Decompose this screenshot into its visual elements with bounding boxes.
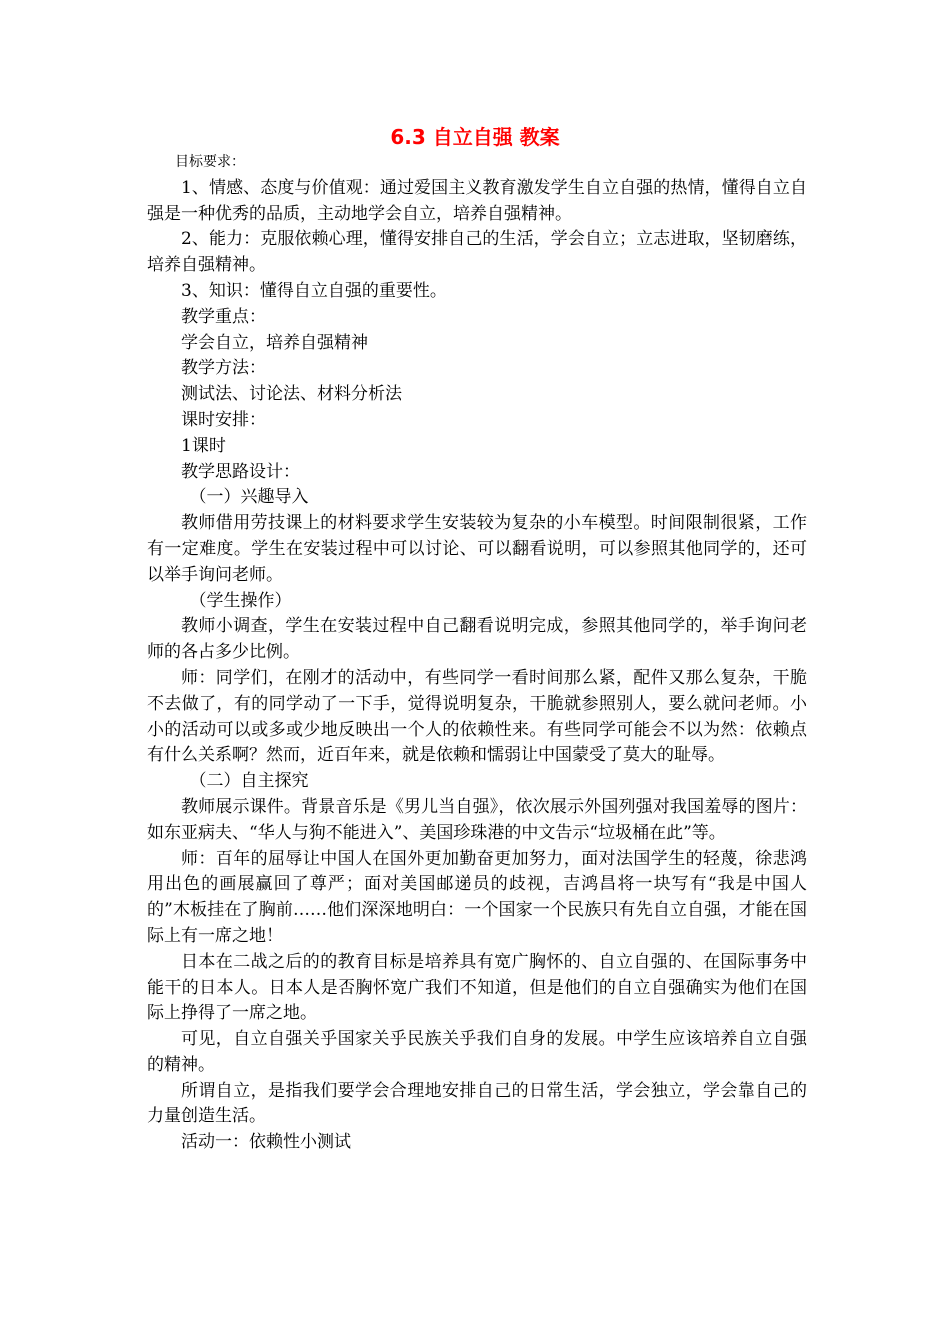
- document-title: 6.3 自立自强 教案: [390, 125, 560, 149]
- paragraph-intro: 教师借用劳技课上的材料要求学生安装较为复杂的小车模型。时间限制很紧，工作有一定难度。学生在安装过程中可以讨论、可以翻看说明，可以参照其他同学的，还可以举手询问老师。: [147, 513, 807, 585]
- section-heading-focus: 教学重点：: [181, 306, 266, 327]
- section-heading-methods: 教学方法：: [181, 358, 266, 379]
- paragraph-courseware: 教师展示课件。背景音乐是《男儿当自强》，依次展示外国列强对我国羞辱的图片：如东亚病夫、“华人与狗不能进入”、美国珍珠港的中文告示“垃圾桶在此”等。: [147, 796, 807, 843]
- paragraph-japan: 日本在二战之后的的教育目标是培养具有宽广胸怀的、自立自强的、在国际事务中能干的日本人。日本人是否胸怀宽广我们不知道，但是他们的自立自强确实为他们在国际上挣得了一席之地。: [147, 951, 807, 1024]
- section-heading-design: 教学思路设计：: [181, 461, 300, 482]
- paragraph-goal-3: 3、知识：懂得自立自强的重要性。: [181, 280, 447, 301]
- paragraph-student-operation: （学生操作）: [189, 590, 292, 611]
- paragraph-teacher-speech-1: 师：同学们，在刚才的活动中，有些同学一看时间那么紧，配件又那么复杂，干脆不去做了，有的同学动了一下手，觉得说明复杂，干脆就参照别人，要么就问老师。小小的活动可以或多或少地反映出一个人的依赖性来。有些同学可能会不以为然：依赖点有什么关系啊？然而，近百年来，就是依赖和懦弱让中国蒙受了莫大的耻辱。: [147, 667, 807, 766]
- paragraph-activity-1: 活动一：依赖性小测试: [181, 1132, 351, 1153]
- paragraph-focus: 学会自立，培养自强精神: [181, 332, 368, 353]
- subheading-explore: （二）自主探究: [189, 771, 309, 792]
- paragraph-goal-1: 1、情感、态度与价值观：通过爱国主义教育激发学生自立自强的热情，懂得自立自强是一种优秀的品质，主动地学会自立，培养自强精神。: [147, 177, 807, 224]
- paragraph-goal-2: 2、能力：克服依赖心理，懂得安排自己的生活，学会自立；立志进取，坚韧磨练，培养自强精神。: [147, 229, 807, 276]
- paragraph-schedule: 1课时: [181, 435, 226, 456]
- subheading-intro: （一）兴趣导入: [189, 487, 309, 508]
- paragraph-methods: 测试法、讨论法、材料分析法: [181, 384, 402, 405]
- paragraph-definition: 所谓自立，是指我们要学会合理地安排自己的日常生活，学会独立，学会靠自己的力量创造生活。: [147, 1080, 807, 1127]
- document-body: [147, 150, 807, 1156]
- paragraph-survey: 教师小调查，学生在安装过程中自己翻看说明完成，参照其他同学的，举手询问老师的各占多少比例。: [147, 616, 807, 663]
- section-heading-goals: 目标要求：: [175, 154, 245, 170]
- paragraph-conclusion: 可见，自立自强关乎国家关乎民族关乎我们自身的发展。中学生应该培养自立自强的精神。: [147, 1029, 807, 1075]
- section-heading-schedule: 课时安排：: [181, 409, 266, 430]
- paragraph-teacher-speech-2: 师：百年的屈辱让中国人在国外更加勤奋更加努力，面对法国学生的轻蔑，徐悲鸿用出色的画展赢回了尊严；面对美国邮递员的歧视，吉鸿昌将一块写有“我是中国人的”木板挂在了胸前……他们深深地明白：一个国家一个民族只有先自立自强，才能在国际上有一席之地！: [147, 848, 807, 946]
